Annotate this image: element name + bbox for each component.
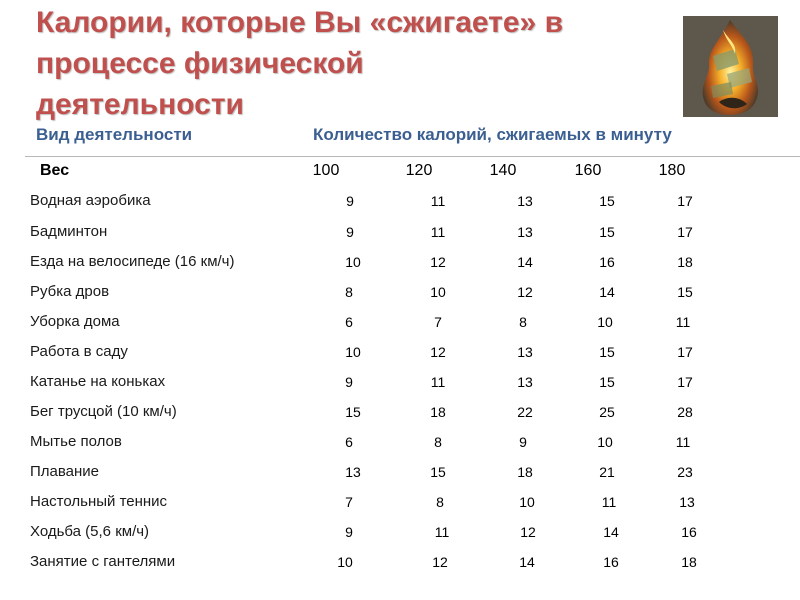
- calorie-value: 15: [345, 404, 361, 420]
- calorie-value: 18: [677, 254, 693, 270]
- table-row: [0, 342, 800, 364]
- calorie-value: 8: [345, 284, 353, 300]
- calorie-value: 17: [677, 374, 693, 390]
- table-row: [0, 191, 800, 213]
- burning-money-image: [683, 16, 778, 117]
- calorie-value: 9: [519, 434, 527, 450]
- calorie-value: 9: [345, 524, 353, 540]
- flame-icon: [683, 16, 778, 117]
- calorie-value: 12: [430, 254, 446, 270]
- calorie-value: 14: [519, 554, 535, 570]
- calorie-value: 7: [434, 314, 442, 330]
- calorie-value: 13: [517, 193, 533, 209]
- calorie-value: 28: [677, 404, 693, 420]
- title-line-1: Калории, которые Вы «сжигаете» в: [36, 6, 564, 39]
- table-row: [0, 522, 800, 544]
- calorie-value: 15: [599, 374, 615, 390]
- activity-name: Водная аэробика: [30, 192, 151, 209]
- activity-name: Плавание: [30, 463, 100, 480]
- calorie-value: 8: [519, 314, 527, 330]
- title-line-2: процессе физической: [36, 47, 364, 80]
- calorie-value: 12: [430, 344, 446, 360]
- weight-value: 160: [574, 162, 602, 179]
- activity-name: Езда на велосипеде (16 км/ч): [30, 253, 235, 270]
- calorie-value: 8: [436, 494, 444, 510]
- activity-name: Мытье полов: [30, 433, 122, 450]
- calorie-value: 15: [599, 193, 615, 209]
- calorie-value: 23: [677, 464, 693, 480]
- calorie-value: 11: [675, 434, 691, 450]
- calorie-value: 10: [337, 554, 353, 570]
- table-row: [0, 222, 800, 244]
- calorie-value: 18: [430, 404, 446, 420]
- weight-value: 120: [405, 162, 433, 179]
- activity-name: Занятие с гантелями: [30, 553, 176, 570]
- activity-name: Работа в саду: [30, 343, 128, 360]
- calorie-value: 7: [345, 494, 353, 510]
- calorie-value: 12: [517, 284, 533, 300]
- calorie-value: 17: [677, 344, 693, 360]
- activity-column-header: Вид деятельности: [36, 125, 193, 144]
- weight-value: 140: [489, 162, 517, 179]
- activity-name: Ходьба (5,6 км/ч): [30, 523, 150, 540]
- table-row: [0, 312, 800, 334]
- header-divider: [25, 156, 800, 157]
- calorie-value: 10: [345, 344, 361, 360]
- calorie-value: 10: [597, 314, 613, 330]
- calorie-value: 14: [517, 254, 533, 270]
- calorie-value: 11: [430, 374, 446, 390]
- calorie-value: 15: [430, 464, 446, 480]
- calorie-value: 11: [430, 224, 446, 240]
- calorie-value: 9: [346, 224, 354, 240]
- calorie-value: 18: [517, 464, 533, 480]
- activity-name: Катанье на коньках: [30, 373, 166, 390]
- calorie-value: 12: [520, 524, 536, 540]
- table-row: [0, 372, 800, 394]
- activity-name: Уборка дома: [30, 313, 120, 330]
- calorie-value: 13: [345, 464, 361, 480]
- calorie-value: 10: [345, 254, 361, 270]
- calorie-value: 11: [675, 314, 691, 330]
- calorie-value: 9: [345, 374, 353, 390]
- title-line-3: деятельности: [36, 88, 244, 121]
- weight-value: 100: [312, 162, 340, 179]
- calorie-value: 16: [599, 254, 615, 270]
- calorie-value: 6: [345, 434, 353, 450]
- calorie-value: 14: [603, 524, 619, 540]
- calorie-value: 15: [677, 284, 693, 300]
- calorie-value: 13: [679, 494, 695, 510]
- activity-name: Бадминтон: [30, 223, 108, 240]
- calories-column-header: Количество калорий, сжигаемых в минуту: [313, 125, 672, 144]
- weight-label: Вес: [40, 162, 70, 179]
- calorie-value: 16: [681, 524, 697, 540]
- calorie-value: 13: [517, 374, 533, 390]
- calorie-value: 17: [677, 224, 693, 240]
- calorie-value: 17: [677, 193, 693, 209]
- calorie-value: 25: [599, 404, 615, 420]
- calorie-value: 10: [597, 434, 613, 450]
- page-title: [36, 2, 676, 125]
- calorie-value: 15: [599, 224, 615, 240]
- calorie-value: 10: [519, 494, 535, 510]
- calorie-value: 21: [599, 464, 615, 480]
- table-row: [0, 252, 800, 274]
- calorie-value: 10: [430, 284, 446, 300]
- calorie-value: 11: [601, 494, 617, 510]
- calorie-value: 14: [599, 284, 615, 300]
- calorie-value: 15: [599, 344, 615, 360]
- calorie-value: 18: [681, 554, 697, 570]
- table-row: [0, 432, 800, 454]
- calorie-value: 11: [434, 524, 450, 540]
- table-row: [0, 402, 800, 424]
- activity-name: Бег трусцой (10 км/ч): [30, 403, 177, 420]
- calorie-value: 13: [517, 344, 533, 360]
- calorie-value: 16: [603, 554, 619, 570]
- table-row: [0, 282, 800, 304]
- calorie-value: 13: [517, 224, 533, 240]
- calorie-value: 12: [432, 554, 448, 570]
- activity-name: Настольный теннис: [30, 493, 168, 510]
- calorie-value: 6: [345, 314, 353, 330]
- calorie-value: 11: [430, 193, 446, 209]
- calorie-value: 8: [434, 434, 442, 450]
- table-row: [0, 492, 800, 514]
- calorie-value: 22: [517, 404, 533, 420]
- activity-name: Рубка дров: [30, 283, 110, 300]
- weight-value: 180: [658, 162, 686, 179]
- calorie-value: 9: [346, 193, 354, 209]
- table-row: [0, 552, 800, 574]
- table-row: [0, 462, 800, 484]
